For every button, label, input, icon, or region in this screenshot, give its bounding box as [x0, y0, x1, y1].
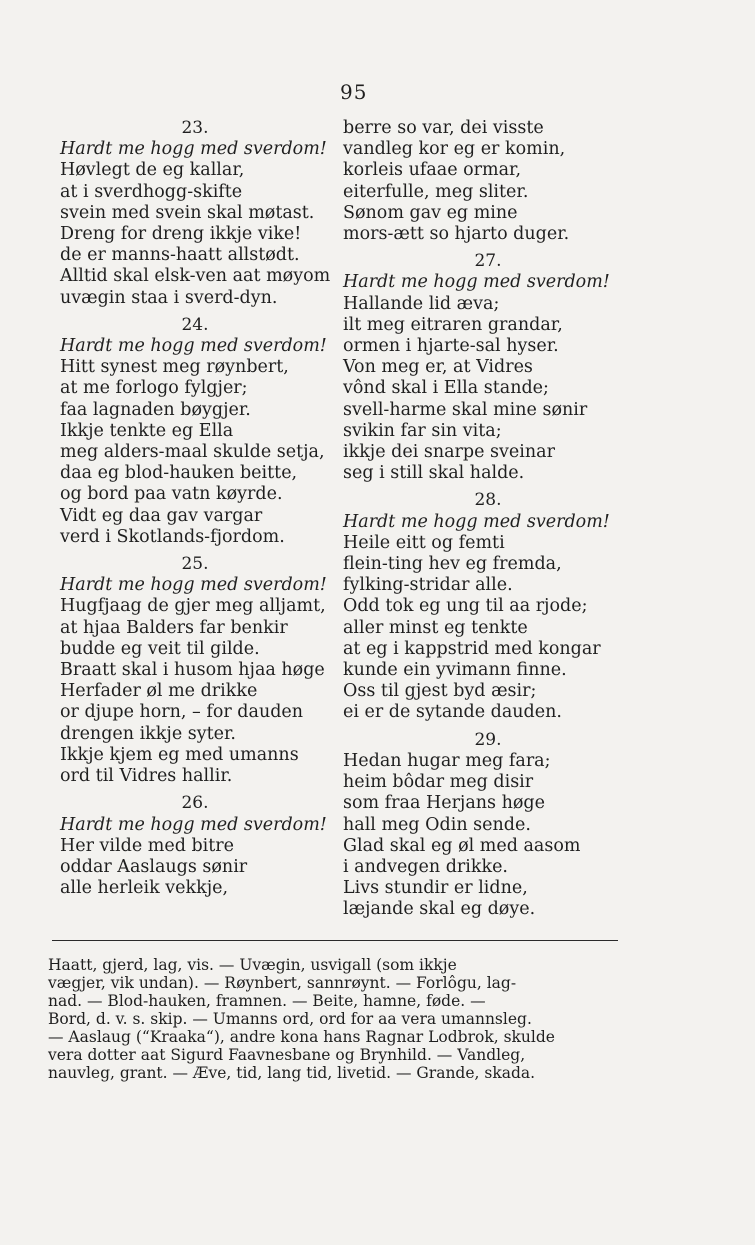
verse-line: Von meg er, at Vidres	[343, 357, 533, 378]
verse-line: ormen i hjarte-sal hyser.	[343, 336, 559, 357]
verse-line: flein-ting hev eg fremda,	[343, 554, 562, 575]
verse-line: Høvlegt de eg kallar,	[60, 160, 245, 181]
footnote-line: — Aaslaug (“Kraaka“), andre kona hans Ragnar Lodbrok, skulde	[48, 1028, 555, 1046]
footnote-line: Haatt, gjerd, lag, vis. — Uvægin, usvigall (som ikkje	[48, 956, 457, 974]
stanza-number: 23.	[181, 118, 209, 138]
verse-line: ikkje dei snarpe sveinar	[343, 442, 555, 463]
stanza-refrain: Hardt me hogg med sverdom!	[343, 511, 610, 532]
verse-line: Livs stundir er lidne,	[343, 878, 528, 899]
right-column	[343, 118, 633, 927]
verse-line: svikin far sin vita;	[343, 420, 502, 441]
verse-line: verd i Skotlands-fjordom.	[60, 526, 285, 547]
verse-line: korleis ufaae ormar,	[343, 160, 522, 181]
verse-line: svell-harme skal mine sønir	[343, 399, 588, 420]
verse-line: Hallande lid æva;	[343, 293, 500, 314]
verse-line: uvægin staa i sverd-dyn.	[60, 287, 278, 308]
verse-line: vandleg kor eg er komin,	[343, 139, 566, 160]
verse-line: eiterfulle, meg sliter.	[343, 181, 529, 202]
verse-line: Ikkje kjem eg med umanns	[60, 744, 299, 765]
verse-line: Hedan hugar meg fara;	[343, 750, 551, 771]
verse-line: vônd skal i Ella stande;	[343, 378, 549, 399]
verse-line: som fraa Herjans høge	[343, 793, 545, 814]
verse-line: at me forlogo fylgjer;	[60, 378, 248, 399]
verse-line: faa lagnaden bøygjer.	[60, 399, 251, 420]
verse-line: Alltid skal elsk-ven aat møyom	[60, 266, 331, 287]
verse-line: budde eg veit til gilde.	[60, 638, 260, 659]
footnote-divider	[52, 940, 618, 941]
left-column	[60, 118, 350, 905]
verse-line: meg alders-maal skulde setja,	[60, 442, 325, 463]
stanza	[60, 793, 350, 899]
stanza-refrain: Hardt me hogg med sverdom!	[60, 139, 327, 160]
verse-line: ilt meg eitraren grandar,	[343, 314, 563, 335]
verse-line: Glad skal eg øl med aasom	[343, 835, 581, 856]
stanza-number: 24.	[181, 314, 209, 335]
verse-line: og bord paa vatn køyrde.	[60, 484, 283, 505]
stanza	[343, 490, 633, 723]
stanza	[60, 118, 350, 309]
stanza-refrain: Hardt me hogg med sverdom!	[60, 336, 327, 357]
verse-line: at eg i kappstrid med kongar	[343, 638, 601, 659]
verse-line: at i sverdhogg-skifte	[60, 181, 243, 202]
verse-line: de er manns-haatt allstødt.	[60, 245, 300, 266]
stanza-number: 27.	[474, 251, 502, 272]
verse-line: svein med svein skal møtast.	[60, 202, 315, 223]
verse-line: mors-ætt so hjarto duger.	[343, 224, 570, 245]
stanza	[343, 118, 633, 245]
verse-line: Vidt eg daa gav vargar	[60, 505, 263, 526]
verse-line: or djupe horn, – for dauden	[60, 702, 304, 723]
verse-line: Odd tok eg ung til aa rjode;	[343, 596, 588, 617]
stanza-number: 25.	[181, 554, 209, 575]
stanza-number: 28.	[474, 490, 502, 511]
verse-line: at hjaa Balders far benkir	[60, 617, 288, 638]
verse-line: oddar Aaslaugs sønir	[60, 856, 248, 877]
footnote-line: nauvleg, grant. — Æve, tid, lang tid, livetid. — Grande, skada.	[48, 1064, 536, 1082]
stanza	[343, 251, 633, 484]
verse-line: Herfader øl me drikke	[60, 681, 258, 702]
verse-line: Hitt synest meg røynbert,	[60, 357, 289, 378]
verse-line: Ikkje tenkte eg Ella	[60, 420, 234, 441]
verse-line: fylking-stridar alle.	[343, 575, 513, 596]
verse-line: læjande skal eg døye.	[343, 899, 536, 920]
stanza-refrain: Hardt me hogg med sverdom!	[60, 814, 327, 835]
stanza-refrain: Hardt me hogg med sverdom!	[60, 575, 327, 596]
footnote-line: vera dotter aat Sigurd Faavnesbane og Brynhild. — Vandleg,	[48, 1046, 526, 1064]
verse-line: berre so var, dei visste	[343, 118, 544, 138]
verse-line: ord til Vidres hallir.	[60, 766, 233, 787]
footnote-line: Bord, d. v. s. skip. — Umanns ord, ord for aa vera umannsleg.	[48, 1010, 532, 1028]
verse-line: daa eg blod-hauken beitte,	[60, 463, 298, 484]
verse-line: Oss til gjest byd æsir;	[343, 681, 537, 702]
verse-line: aller minst eg tenkte	[343, 617, 528, 638]
verse-line: ei er de sytande dauden.	[343, 702, 562, 723]
stanza	[60, 554, 350, 787]
verse-line: seg i still skal halde.	[343, 463, 525, 484]
verse-line: alle herleik vekkje,	[60, 878, 229, 899]
stanza	[343, 730, 633, 921]
footnote-line: vægjer, vik undan). — Røynbert, sannrøynt. — Forlôgu, lag-	[48, 974, 517, 992]
footnotes	[48, 956, 620, 1082]
verse-line: Heile eitt og femti	[343, 532, 505, 553]
verse-line: Hugfjaag de gjer meg alljamt,	[60, 596, 326, 617]
verse-line: Dreng for dreng ikkje vike!	[60, 224, 302, 245]
stanza	[60, 315, 350, 548]
stanza-number: 29.	[474, 729, 502, 750]
verse-line: Sønom gav eg mine	[343, 202, 518, 223]
verse-line: heim bôdar meg disir	[343, 772, 534, 793]
verse-line: kunde ein yvimann finne.	[343, 660, 567, 681]
verse-line: drengen ikkje syter.	[60, 723, 236, 744]
verse-line: i andvegen drikke.	[343, 856, 508, 877]
stanza-refrain: Hardt me hogg med sverdom!	[343, 272, 610, 293]
stanza-number: 26.	[181, 793, 209, 814]
verse-line: Braatt skal i husom hjaa høge	[60, 660, 325, 681]
verse-line: hall meg Odin sende.	[343, 814, 531, 835]
page-number: 95	[340, 80, 368, 104]
footnote-line: nad. — Blod-hauken, framnen. — Beite, hamne, føde. —	[48, 992, 486, 1010]
verse-line: Her vilde med bitre	[60, 835, 235, 856]
